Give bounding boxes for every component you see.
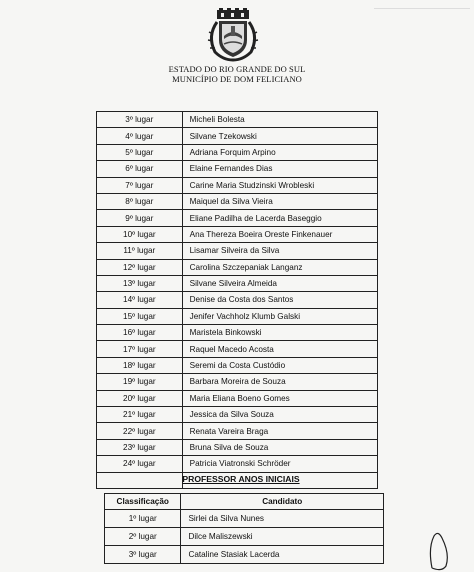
candidate-name: Lisamar Silveira da Silva bbox=[182, 243, 377, 259]
rank-position: 6º lugar bbox=[97, 161, 183, 177]
table-row bbox=[97, 423, 378, 439]
table-row bbox=[97, 407, 378, 423]
rank-position: 2º lugar bbox=[105, 528, 181, 546]
candidate-name: Adriana Forquim Arpino bbox=[182, 144, 377, 160]
rank-position: 12º lugar bbox=[97, 259, 183, 275]
candidate-name: Micheli Bolesta bbox=[182, 112, 377, 128]
rank-position: 20º lugar bbox=[97, 390, 183, 406]
rank-position: 14º lugar bbox=[97, 292, 183, 308]
candidate-name: Carolina Szczepaniak Langanz bbox=[182, 259, 377, 275]
table-row bbox=[97, 374, 378, 390]
section-title: PROFESSOR ANOS INICIAIS bbox=[182, 474, 300, 484]
candidate-name: Jessica da Silva Souza bbox=[182, 407, 377, 423]
table-row bbox=[97, 243, 378, 259]
candidate-name: Denise da Costa dos Santos bbox=[182, 292, 377, 308]
handwritten-mark-icon bbox=[424, 528, 454, 572]
rank-position: 7º lugar bbox=[97, 177, 183, 193]
table-row bbox=[97, 161, 378, 177]
table-row bbox=[97, 308, 378, 324]
candidate-name: Maristela Binkowski bbox=[182, 325, 377, 341]
table-row bbox=[97, 325, 378, 341]
table-row bbox=[97, 177, 378, 193]
rank-position: 3º lugar bbox=[105, 546, 181, 564]
candidate-name: Maria Eliana Boeno Gomes bbox=[182, 390, 377, 406]
column-header-classificacao: Classificação bbox=[105, 494, 181, 510]
candidate-name: Carine Maria Studzinski Wrobleski bbox=[182, 177, 377, 193]
column-header-candidato: Candidato bbox=[181, 494, 384, 510]
rank-position: 11º lugar bbox=[97, 243, 183, 259]
rank-position: 17º lugar bbox=[97, 341, 183, 357]
table-row bbox=[97, 292, 378, 308]
candidate-name: Bruna Silva de Souza bbox=[182, 439, 377, 455]
table-row bbox=[97, 456, 378, 472]
candidate-name: Maiquel da Silva Vieira bbox=[182, 193, 377, 209]
anos-iniciais-table bbox=[104, 493, 384, 564]
table-row bbox=[97, 226, 378, 242]
rank-position: 22º lugar bbox=[97, 423, 183, 439]
rank-position: 13º lugar bbox=[97, 275, 183, 291]
candidate-name: Elaine Fernandes Dias bbox=[182, 161, 377, 177]
candidate-name: Jenifer Vachholz Klumb Galski bbox=[182, 308, 377, 324]
table-row bbox=[97, 259, 378, 275]
table-row bbox=[97, 128, 378, 144]
rank-position: 3º lugar bbox=[97, 112, 183, 128]
coat-of-arms-icon bbox=[203, 8, 263, 63]
candidate-name: Ana Thereza Boeira Oreste Finkenauer bbox=[182, 226, 377, 242]
table-row bbox=[97, 341, 378, 357]
rank-position: 21º lugar bbox=[97, 407, 183, 423]
rank-position: 15º lugar bbox=[97, 308, 183, 324]
rank-position: 16º lugar bbox=[97, 325, 183, 341]
candidate-name: Patricia Viatronski Schröder bbox=[182, 456, 377, 472]
table-row bbox=[97, 390, 378, 406]
scan-edge-mark bbox=[374, 8, 470, 9]
candidate-name: Silvane Silveira Almeida bbox=[182, 275, 377, 291]
candidate-name: Cataline Stasiak Lacerda bbox=[181, 546, 384, 564]
rank-position: 24º lugar bbox=[97, 456, 183, 472]
table-row bbox=[97, 144, 378, 160]
rank-position: 8º lugar bbox=[97, 193, 183, 209]
table-row bbox=[105, 546, 384, 564]
rank-position: 4º lugar bbox=[97, 128, 183, 144]
rank-position: 9º lugar bbox=[97, 210, 183, 226]
header-municipality: MUNICÍPIO DE DOM FELICIANO bbox=[172, 74, 302, 84]
rank-position: 23º lugar bbox=[97, 439, 183, 455]
rank-position: 18º lugar bbox=[97, 357, 183, 373]
candidate-name: Renata Vareira Braga bbox=[182, 423, 377, 439]
table-header-row bbox=[105, 494, 384, 510]
table-row bbox=[97, 439, 378, 455]
rank-position: 10º lugar bbox=[97, 226, 183, 242]
table-row bbox=[97, 210, 378, 226]
ranking-table bbox=[96, 111, 378, 489]
rank-position: 19º lugar bbox=[97, 374, 183, 390]
table-row bbox=[97, 357, 378, 373]
table-row bbox=[97, 112, 378, 128]
header-state: ESTADO DO RIO GRANDE DO SUL bbox=[168, 64, 306, 74]
candidate-name: Silvane Tzekowski bbox=[182, 128, 377, 144]
table-row bbox=[97, 193, 378, 209]
candidate-name: Dilce Maliszewski bbox=[181, 528, 384, 546]
candidate-name: Barbara Moreira de Souza bbox=[182, 374, 377, 390]
table-row bbox=[105, 528, 384, 546]
rank-position: 5º lugar bbox=[97, 144, 183, 160]
table-row bbox=[97, 275, 378, 291]
rank-position: 1º lugar bbox=[105, 510, 181, 528]
table-row bbox=[105, 510, 384, 528]
candidate-name: Raquel Macedo Acosta bbox=[182, 341, 377, 357]
candidate-name: Sirlei da Silva Nunes bbox=[181, 510, 384, 528]
candidate-name: Seremi da Costa Custódio bbox=[182, 357, 377, 373]
candidate-name: Eliane Padilha de Lacerda Baseggio bbox=[182, 210, 377, 226]
